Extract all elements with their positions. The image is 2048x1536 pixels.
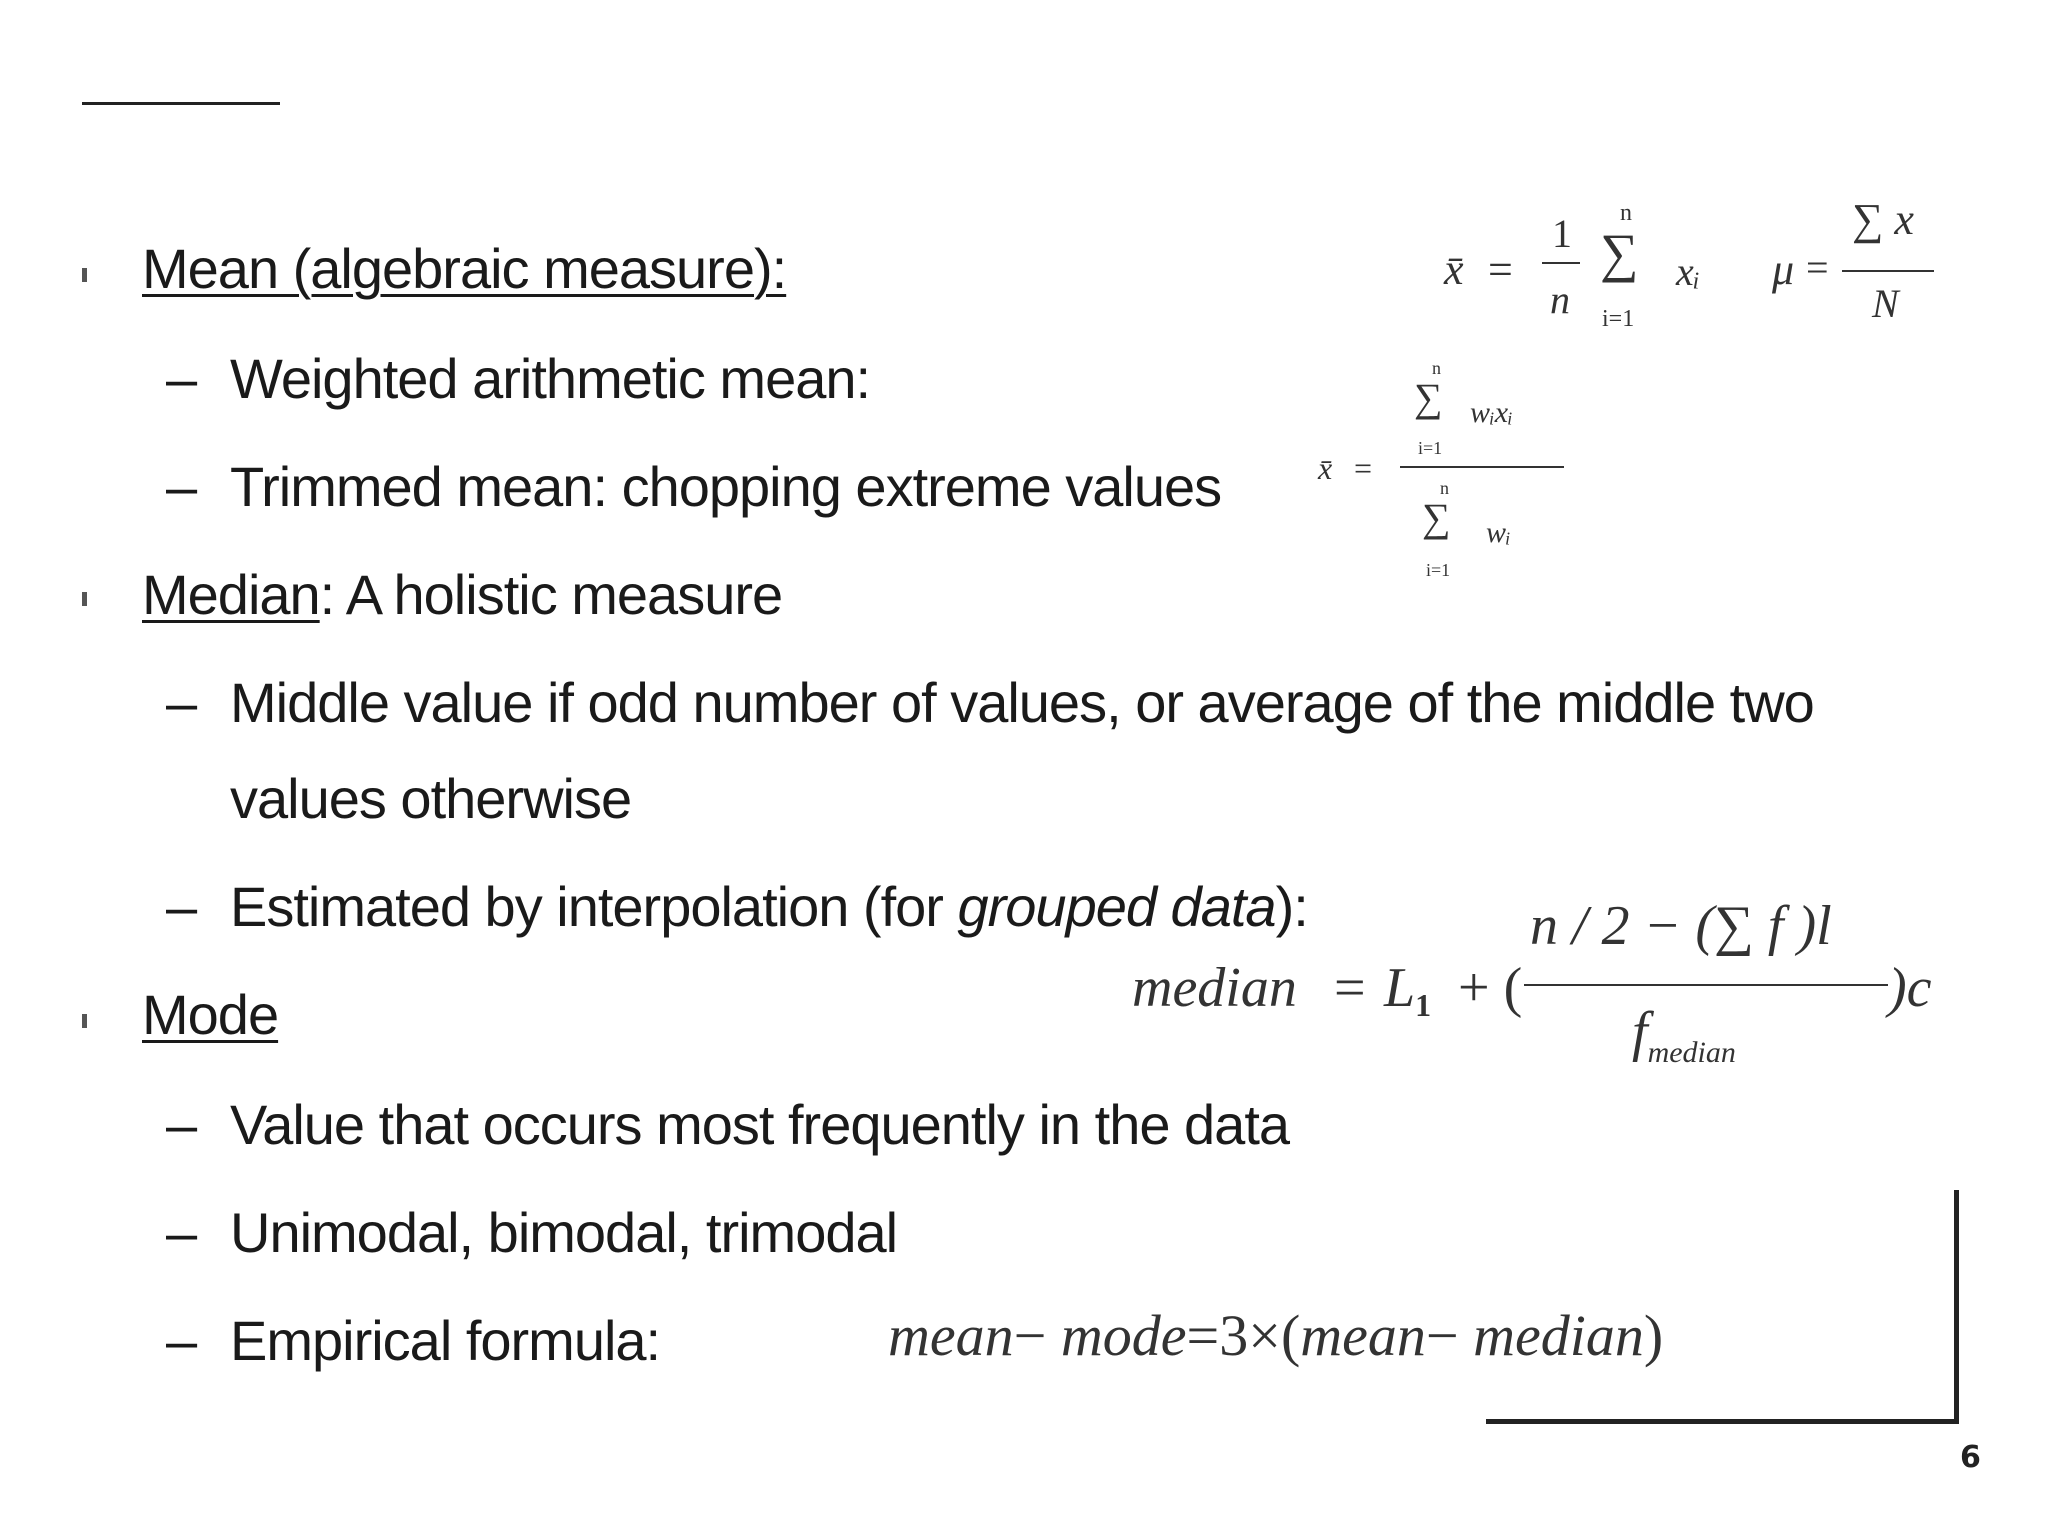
bullet-marker-mean (82, 268, 87, 282)
w-upper-bot: n (1440, 478, 1449, 498)
bullet-marker-median (82, 592, 87, 606)
mean-frac-bar (1542, 262, 1580, 264)
median-eq: = (1334, 957, 1366, 1019)
weighted-mean-text: Weighted arithmetic mean: (230, 347, 871, 410)
emp-minus1: − (1013, 1303, 1047, 1368)
w-lower-bot: i=1 (1426, 560, 1451, 580)
emp-mode: mode (1060, 1303, 1187, 1368)
median-lhs: median (1132, 957, 1297, 1019)
mu-eq: = (1806, 245, 1829, 290)
frequent-value-text: Value that occurs most frequently in the data (230, 1093, 1290, 1156)
interp-italic: grouped data (957, 875, 1276, 938)
emp-close: ) (1643, 1303, 1664, 1368)
interpolation-text (230, 874, 1308, 939)
median-den-sub: median (1647, 1036, 1736, 1069)
median-frac-bar (1524, 984, 1888, 986)
emp-median: median (1473, 1303, 1644, 1368)
median-L-letter: L (1384, 957, 1416, 1019)
corner-bracket-vertical (1954, 1190, 1959, 1424)
interp-suffix: ): (1275, 875, 1308, 938)
dash-middle: – (166, 671, 198, 734)
empirical-label: Empirical formula: (230, 1309, 661, 1372)
emp-eq: = (1186, 1303, 1220, 1368)
mu-frac-bar (1842, 270, 1934, 272)
emp-three: 3 (1219, 1303, 1249, 1368)
w-upper-top: n (1432, 358, 1441, 378)
mean-eq: = (1488, 245, 1513, 294)
mu-symbol: μ (1772, 245, 1795, 294)
w-frac-bar (1400, 466, 1564, 468)
unimodal-text: Unimodal, bimodal, trimodal (230, 1201, 898, 1264)
corner-bracket-horizontal (1486, 1419, 1959, 1424)
w-xbar: x̄ (1318, 450, 1333, 486)
median-plus: + ( (1458, 957, 1523, 1019)
median-L (1384, 956, 1431, 1024)
mu-den: N (1872, 281, 1899, 326)
w-num: wᵢxᵢ (1470, 396, 1513, 429)
median-heading-rest: : A holistic measure (319, 563, 783, 626)
empirical-formula (888, 1302, 1663, 1369)
dash-empirical: – (166, 1309, 198, 1372)
dash-weighted: – (166, 347, 198, 410)
w-sigma-bot: ∑ (1422, 495, 1451, 540)
middle-value-text-cont: values otherwise (230, 767, 632, 830)
emp-minus2: − (1425, 1303, 1459, 1368)
mean-upper: n (1620, 200, 1632, 226)
dash-interp: – (166, 875, 198, 938)
median-close: )c (1888, 957, 1932, 1019)
mode-heading: Mode (142, 983, 279, 1046)
median-den (1632, 1000, 1736, 1070)
median-heading (142, 562, 782, 627)
w-lower-top: i=1 (1418, 438, 1443, 458)
dash-frequent: – (166, 1093, 198, 1156)
w-sigma-top: ∑ (1414, 375, 1443, 420)
median-heading-underlined: Median (142, 563, 320, 626)
dash-unimodal: – (166, 1201, 198, 1264)
dash-trimmed: – (166, 455, 198, 518)
mean-heading: Mean (algebraic measure): (142, 237, 787, 300)
median-den-f: f (1632, 1001, 1648, 1063)
emp-mean2: mean (1300, 1303, 1426, 1368)
mean-n: n (1550, 277, 1570, 322)
middle-value-text: Middle value if odd number of values, or average of the middle two (230, 671, 1814, 734)
emp-times: × (1248, 1303, 1281, 1368)
w-den: wᵢ (1486, 516, 1511, 549)
mu-num: ∑ x (1852, 195, 1914, 244)
header-rule (82, 102, 280, 105)
emp-open: ( (1280, 1303, 1301, 1368)
mean-one: 1 (1552, 211, 1572, 256)
mean-xbar: x̄ (1444, 245, 1464, 294)
emp-mean1: mean (888, 1303, 1014, 1368)
w-eq: = (1354, 450, 1373, 486)
mean-xi: xᵢ (1676, 249, 1701, 294)
interp-prefix: Estimated by interpolation (for (230, 875, 958, 938)
mean-sigma: ∑ (1600, 223, 1639, 283)
mean-lower: i=1 (1602, 306, 1635, 332)
page-number: 6 (1960, 1440, 1981, 1475)
median-num: n / 2 − (∑ f )l (1530, 895, 1832, 957)
median-L-sub: 1 (1415, 987, 1432, 1023)
trimmed-mean-text: Trimmed mean: chopping extreme values (230, 455, 1222, 518)
bullet-marker-mode (82, 1014, 87, 1028)
